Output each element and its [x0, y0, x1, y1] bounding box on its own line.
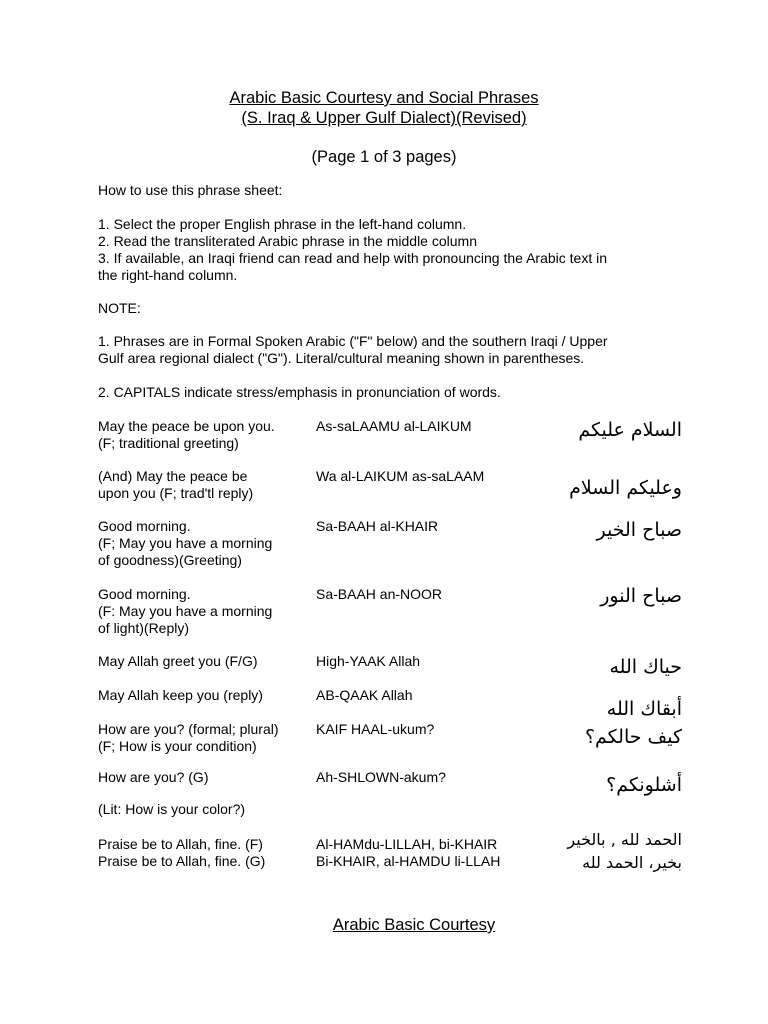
phrase-arabic: أبقاك الله [606, 698, 682, 720]
phrase-transliteration: Bi-KHAIR, al-HAMDU li-LLAH [316, 853, 501, 869]
next-page-title: Arabic Basic Courtesy [332, 916, 496, 934]
phrase-english: May Allah keep you (reply) [98, 687, 263, 703]
phrase-transliteration: Wa al-LAIKUM as-saLAAM [316, 468, 485, 484]
phrase-row [0, 518, 768, 578]
phrase-transliteration: As-saLAAMU al-LAIKUM [316, 418, 472, 434]
document-title: Arabic Basic Courtesy and Social Phrases [229, 89, 539, 107]
phrase-english: How are you? (G) [98, 769, 209, 785]
phrase-row [0, 801, 768, 821]
phrase-arabic: وعليكم السلام [569, 477, 682, 499]
phrase-transliteration: AB-QAAK Allah [316, 687, 413, 703]
instruction-step-3-line-2: the right-hand column. [98, 267, 238, 283]
phrase-arabic: كيف حالكم؟ [584, 726, 682, 748]
phrase-row [0, 853, 768, 873]
phrase-english: (Lit: How is your color?) [98, 801, 246, 817]
instruction-step-3-line-1: 3. If available, an Iraqi friend can read and help with pronouncing the Arabic text in [98, 250, 607, 266]
phrase-english: May Allah greet you (F/G) [98, 653, 258, 669]
instructions-heading: How to use this phrase sheet: [98, 182, 283, 198]
phrase-arabic: صباح الخير [596, 519, 682, 541]
note-1-line-1: 1. Phrases are in Formal Spoken Arabic ("F" below) and the southern Iraqi / Upper [98, 333, 608, 349]
note-2: 2. CAPITALS indicate stress/emphasis in pronunciation of words. [98, 384, 501, 400]
phrase-transliteration: High-YAAK Allah [316, 653, 421, 669]
phrase-transliteration: Sa-BAAH an-NOOR [316, 586, 443, 602]
page-indicator: (Page 1 of 3 pages) [311, 148, 457, 166]
phrase-transliteration: Sa-BAAH al-KHAIR [316, 518, 439, 534]
instruction-step-2: 2. Read the transliterated Arabic phrase in the middle column [98, 233, 477, 249]
phrase-arabic: صباح النور [600, 585, 682, 607]
phrase-arabic: أشلونكم؟ [606, 774, 682, 796]
phrase-english: Good morning. (F: May you have a morning of light)(Reply) [98, 586, 273, 636]
phrase-english: May the peace be upon you. (F; traditional greeting) [98, 418, 275, 451]
phrase-arabic: الحمد لله , بالخير [567, 830, 682, 849]
phrase-arabic: بخير، الحمد لله [582, 853, 682, 872]
phrase-transliteration: Al-HAMdu-LILLAH, bi-KHAIR [316, 836, 498, 852]
phrase-transliteration: Ah-SHLOWN-akum? [316, 769, 446, 785]
phrase-english: Good morning. (F; May you have a morning of goodness)(Greeting) [98, 518, 273, 568]
phrase-row [0, 586, 768, 646]
instruction-step-1: 1. Select the proper English phrase in the left-hand column. [98, 216, 467, 232]
document-subtitle: (S. Iraq & Upper Gulf Dialect)(Revised) [241, 109, 527, 127]
note-heading: NOTE: [98, 300, 141, 316]
note-1-line-2: Gulf area regional dialect ("G"). Literal/cultural meaning shown in parentheses. [98, 350, 585, 366]
phrase-english: Praise be to Allah, fine. (G) [98, 853, 266, 869]
phrase-arabic: السلام عليكم [578, 419, 682, 441]
phrase-english: (And) May the peace be upon you (F; trad'tl reply) [98, 468, 254, 501]
phrase-transliteration: KAIF HAAL-ukum? [316, 721, 435, 737]
phrase-english: How are you? (formal; plural) (F; How is your condition) [98, 721, 279, 754]
phrase-english: Praise be to Allah, fine. (F) [98, 836, 263, 852]
phrase-arabic: حياك الله [609, 656, 682, 678]
